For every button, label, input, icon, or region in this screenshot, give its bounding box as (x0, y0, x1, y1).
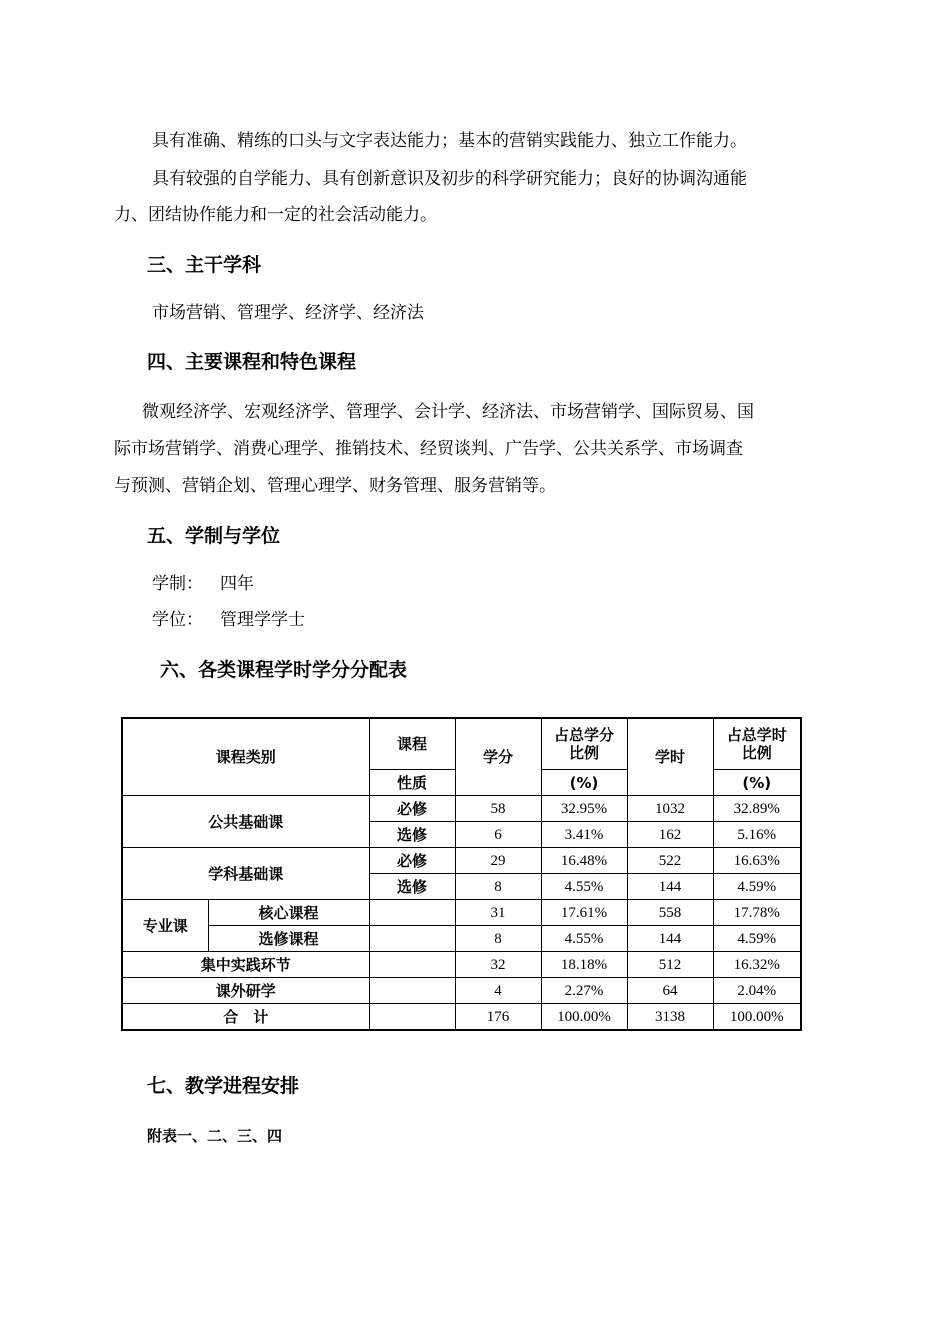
section-heading-credit-table: 六、各类课程学时学分分配表 (160, 659, 408, 681)
total-credits: 176 (455, 1004, 541, 1031)
section-heading-duration-degree: 五、学制与学位 (147, 525, 281, 547)
main-courses-line1: 微观经济学、宏观经济学、管理学、会计学、经济法、市场营销学、国际贸易、国 (142, 402, 754, 422)
credit-pct-cell: 18.18% (541, 952, 627, 978)
credits-cell: 29 (455, 848, 541, 874)
hour-pct-cell: 32.89% (713, 796, 801, 822)
section-heading-main-disciplines: 三、主干学科 (147, 254, 262, 276)
hours-cell: 144 (627, 874, 713, 900)
header-credit-pct-line2: 比例 (569, 744, 600, 762)
table-header-row (122, 718, 801, 770)
course-type-empty (369, 1004, 455, 1031)
hours-cell: 558 (627, 900, 713, 926)
table-row (122, 952, 801, 978)
credits-cell: 8 (455, 874, 541, 900)
header-credits: 学分 (455, 718, 541, 796)
degree-value: 管理学学士 (220, 610, 305, 630)
header-hour-pct-line1: 占总学时 (726, 726, 787, 744)
hours-cell: 162 (627, 822, 713, 848)
category-practice: 集中实践环节 (122, 952, 369, 978)
course-type-empty (369, 952, 455, 978)
category-subject: 学科基础课 (122, 848, 369, 900)
hour-pct-cell: 4.59% (713, 874, 801, 900)
main-courses-line3: 与预测、营销企划、管理心理学、财务管理、服务营销等。 (114, 476, 556, 496)
table-total-row (122, 1004, 801, 1031)
header-course-nature-top: 课程 (369, 718, 455, 770)
credit-pct-cell: 4.55% (541, 874, 627, 900)
duration-label: 学制： (152, 574, 203, 594)
duration-value: 四年 (220, 574, 254, 594)
header-hour-pct (713, 718, 801, 770)
total-hour-pct: 100.00% (713, 1004, 801, 1031)
course-type-empty (369, 900, 455, 926)
section-heading-main-courses: 四、主要课程和特色课程 (147, 351, 357, 373)
credits-cell: 8 (455, 926, 541, 952)
main-disciplines-text: 市场营销、管理学、经济学、经济法 (152, 303, 424, 323)
total-credit-pct: 100.00% (541, 1004, 627, 1031)
table-row (122, 796, 801, 822)
paragraph-learning-ability-line1: 具有较强的自学能力、具有创新意识及初步的科学研究能力；良好的协调沟通能 (152, 169, 747, 189)
category-public: 公共基础课 (122, 796, 369, 848)
hour-pct-cell: 17.78% (713, 900, 801, 926)
header-course-nature-bottom: 性质 (369, 770, 455, 796)
course-type: 选修 (369, 822, 455, 848)
hour-pct-cell: 2.04% (713, 978, 801, 1004)
hours-cell: 64 (627, 978, 713, 1004)
credit-pct-cell: 2.27% (541, 978, 627, 1004)
paragraph-learning-ability-line2: 力、团结协作能力和一定的社会活动能力。 (114, 205, 437, 225)
total-hours: 3138 (627, 1004, 713, 1031)
category-major: 专业课 (122, 900, 208, 952)
main-courses-line2: 际市场营销学、消费心理学、推销技术、经贸谈判、广告学、公共关系学、市场调查 (114, 439, 743, 459)
table-row (122, 926, 801, 952)
hours-cell: 512 (627, 952, 713, 978)
course-type-empty (369, 926, 455, 952)
credits-cell: 6 (455, 822, 541, 848)
paragraph-expression-ability: 具有准确、精练的口头与文字表达能力；基本的营销实践能力、独立工作能力。 (152, 131, 747, 151)
credit-pct-cell: 16.48% (541, 848, 627, 874)
hours-cell: 522 (627, 848, 713, 874)
hours-cell: 144 (627, 926, 713, 952)
table-row (122, 900, 801, 926)
degree-label: 学位： (152, 610, 203, 630)
total-label: 合 计 (122, 1004, 369, 1031)
category-research: 课外研学 (122, 978, 369, 1004)
section-heading-teaching-schedule: 七、教学进程安排 (147, 1075, 300, 1097)
header-hour-pct-line2: 比例 (741, 744, 772, 762)
hour-pct-cell: 16.32% (713, 952, 801, 978)
header-hour-pct-unit: (%) (713, 770, 801, 796)
credit-pct-cell: 4.55% (541, 926, 627, 952)
credit-hours-table (121, 717, 802, 1031)
hour-pct-cell: 16.63% (713, 848, 801, 874)
header-credit-pct-unit: (%) (541, 770, 627, 796)
subcategory-core: 核心课程 (208, 900, 369, 926)
course-type: 必修 (369, 848, 455, 874)
credits-cell: 58 (455, 796, 541, 822)
course-type: 必修 (369, 796, 455, 822)
table-row (122, 978, 801, 1004)
header-credit-pct (541, 718, 627, 770)
course-type-empty (369, 978, 455, 1004)
header-credit-pct-line1: 占总学分 (554, 726, 615, 744)
header-hours: 学时 (627, 718, 713, 796)
hour-pct-cell: 4.59% (713, 926, 801, 952)
hour-pct-cell: 5.16% (713, 822, 801, 848)
header-category: 课程类别 (122, 718, 369, 796)
credits-cell: 32 (455, 952, 541, 978)
table-row (122, 848, 801, 874)
appendix-note: 附表一、二、三、四 (147, 1127, 283, 1145)
hours-cell: 1032 (627, 796, 713, 822)
subcategory-elective: 选修课程 (208, 926, 369, 952)
credits-cell: 31 (455, 900, 541, 926)
credit-pct-cell: 17.61% (541, 900, 627, 926)
credit-pct-cell: 3.41% (541, 822, 627, 848)
course-type: 选修 (369, 874, 455, 900)
credit-pct-cell: 32.95% (541, 796, 627, 822)
credits-cell: 4 (455, 978, 541, 1004)
